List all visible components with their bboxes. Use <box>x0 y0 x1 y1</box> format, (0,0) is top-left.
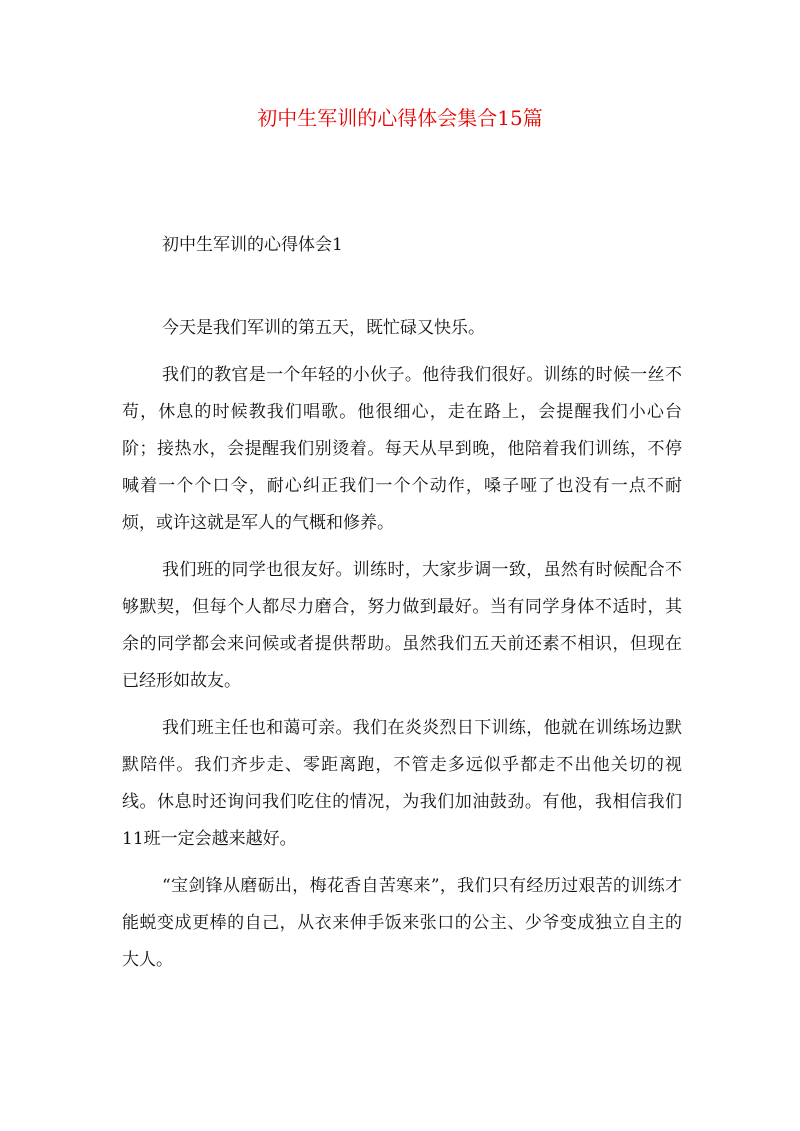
paragraph: “宝剑锋从磨砺出，梅花香自苦寒来”，我们只有经历过艰苦的训练才能蜕变成更棒的自己，从衣来伸手饭来张口的公主、少爷变成独立自主的大人。 <box>122 876 682 970</box>
paragraph: 今天是我们军训的第五天，既忙碌又快乐。 <box>162 318 485 338</box>
section-heading: 初中生军训的心得体会1 <box>162 235 343 255</box>
paragraph: 我们的教官是一个年轻的小伙子。他待我们很好。训练的时候一丝不苟，休息的时候教我们唱歌。他很细心，走在路上，会提醒我们小心台阶；接热水，会提醒我们别烫着。每天从早到晚，他陪着我们训练，不停喊着一个个口令，耐心纠正我们一个个动作，嗓子哑了也没有一点不耐烦，或许这就是军人的气概和修养。 <box>122 365 682 533</box>
paragraph: 我们班的同学也很友好。训练时，大家步调一致，虽然有时候配合不够默契，但每个人都尽力磨合，努力做到最好。当有同学身体不适时，其余的同学都会来问候或者提供帮助。虽然我们五天前还素不相识，但现在已经形如故友。 <box>122 560 682 691</box>
paragraph: 我们班主任也和蔼可亲。我们在炎炎烈日下训练，他就在训练场边默默陪伴。我们齐步走、零距离跑，不管走多远似乎都走不出他关切的视线。休息时还询问我们吃住的情况，为我们加油鼓劲。有他，我相信我们11班一定会越来越好。 <box>122 718 682 849</box>
document-body <box>122 310 682 989</box>
document-title: 初中生军训的心得体会集合15篇 <box>257 106 543 130</box>
